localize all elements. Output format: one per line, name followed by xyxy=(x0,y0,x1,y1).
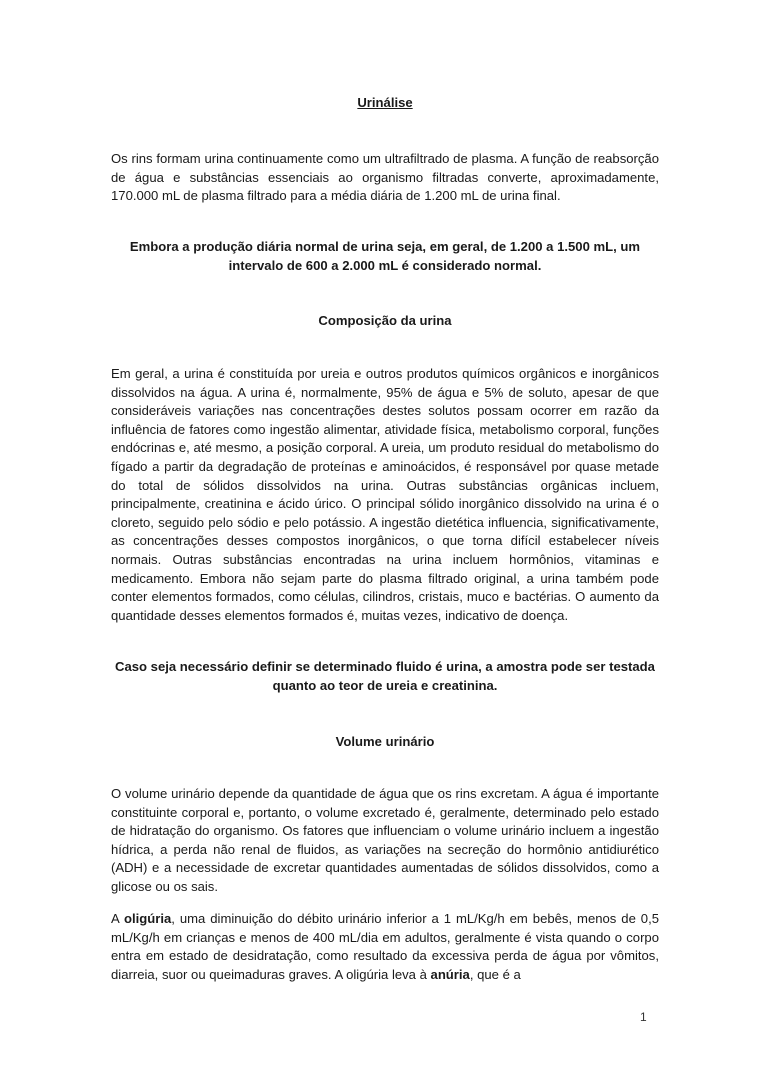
anuria-term: anúria xyxy=(430,966,470,982)
oliguria-paragraph xyxy=(111,910,659,984)
page-number: 1 xyxy=(640,1010,647,1024)
composition-paragraph: Em geral, a urina é constituída por ureia e outros produtos químicos orgânicos e inorgânicos dissolvidos na água. A urina é, normalmente, 95% de água e 5% de soluto, apesar de que consideráveis variações nas concentrações destes solutos possam ocorrer em razão da influência de fatores como ingestão alimentar, atividade física, metabolismo corporal, funções endócrinas e, até mesmo, a posição corporal. A ureia, um produto residual do metabolismo do fígado a partir da degradação de proteínas e aminoácidos, é responsável por quase metade do total de sólidos dissolvidos na urina. Outras substâncias orgânicas incluem, principalmente, creatinina e ácido úrico. O principal sólido inorgânico dissolvido na urina é o cloreto, seguido pelo sódio e pelo potássio. A ingestão dietética influencia, significativamente, as concentrações desses compostos inorgânicos, o que torna difícil estabelecer níveis normais. Outras substâncias encontradas na urina incluem hormônios, vitaminas e medicamento. Embora não sejam parte do plasma filtrado original, a urina também pode conter elementos formados, como células, cilindros, cristais, muco e bactérias. O aumento da quantidade desses elementos formados é, muitas vezes, indicativo de doença. xyxy=(111,366,659,623)
highlight-urea-test: Caso seja necessário definir se determinado fluido é urina, a amostra pode ser testada quanto ao teor de ureia e creatinina. xyxy=(115,659,655,693)
document-title: Urinálise xyxy=(357,95,413,110)
oliguria-prefix: A xyxy=(111,911,124,926)
oliguria-suffix: , que é a xyxy=(469,966,521,982)
volume-paragraph: O volume urinário depende da quantidade de água que os rins excretam. A água é importante constituinte corporal e, portanto, o volume excretado é, geralmente, determinado pelo estado de hidratação do organismo. Os fatores que influenciam o volume urinário incluem a ingestão hídrica, a perda não renal de fluidos, as variações na secreção do hormônio antidiurético (ADH) e a necessidade de excretar quantidades aumentadas de sólidos dissolvidos, como a glicose ou os sais. xyxy=(111,786,659,894)
intro-paragraph: Os rins formam urina continuamente como um ultrafiltrado de plasma. A função de reabsorção de água e substâncias essenciais ao organismo filtradas converte, aproximadamente, 170.000 mL de plasma filtrado para a média diária de 1.200 mL de urina final. xyxy=(111,151,659,204)
highlight-normal-volume: Embora a produção diária normal de urina seja, em geral, de 1.200 a 1.500 mL, um intervalo de 600 a 2.000 mL é considerado normal. xyxy=(129,239,641,273)
section-heading-volume: Volume urinário xyxy=(335,734,435,749)
oliguria-description: , uma diminuição do débito urinário inferior a 1 mL/Kg/h em bebês, menos de 0,5 mL/Kg/h em crianças e menos de 400 mL/dia em adultos, geralmente é vista quando o corpo entra em estado de desidratação, como resultado da excessiva perda de água por vômitos, diarreia, suor ou queimaduras graves. A oligúria leva à xyxy=(111,911,659,982)
section-heading-composition: Composição da urina xyxy=(318,313,452,328)
oliguria-term: oligúria xyxy=(123,911,172,926)
